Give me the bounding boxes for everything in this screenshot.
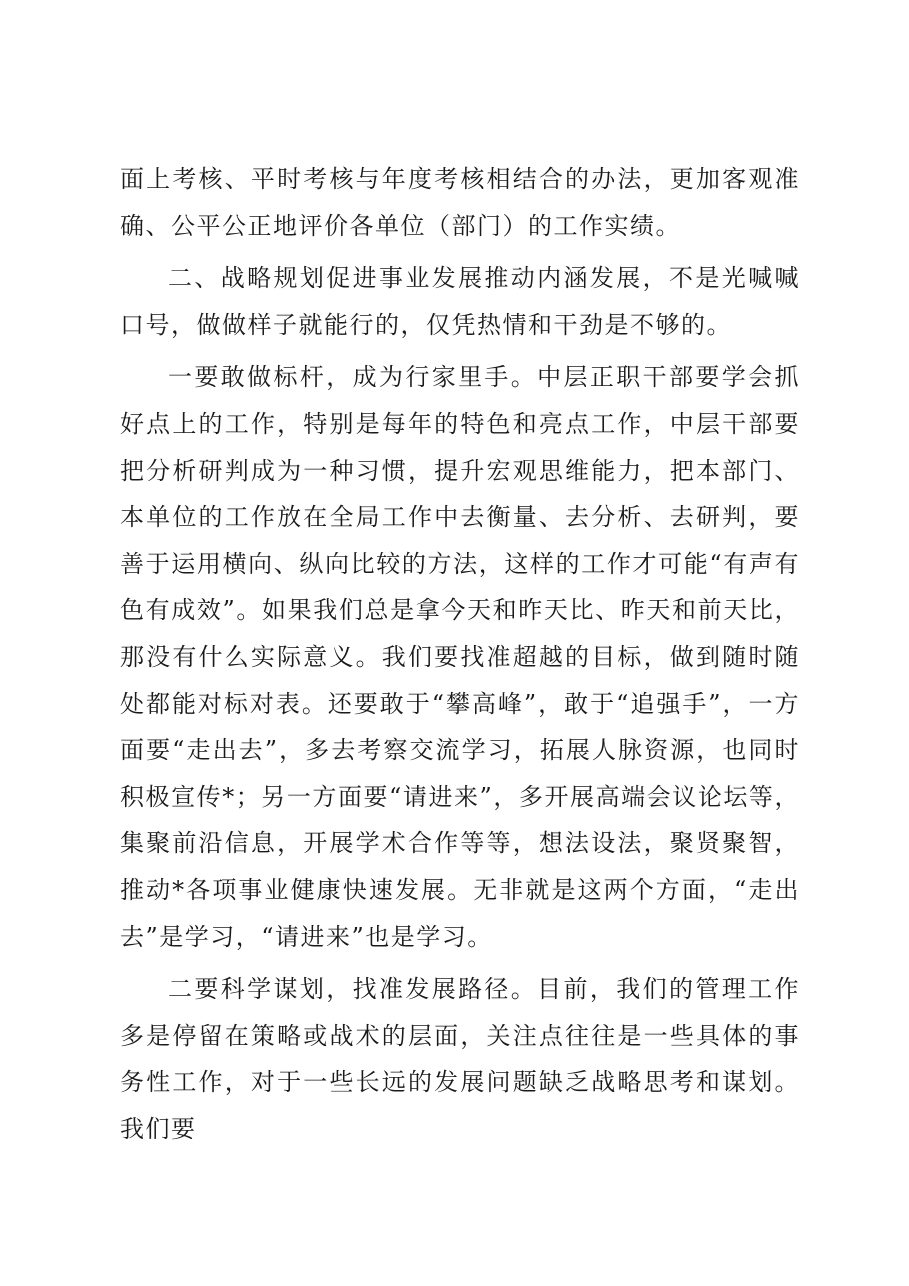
paragraph-section-two-heading: 二、战略规划促进事业发展推动内涵发展，不是光喊喊口号，做做样子就能行的，仅凭热情和干劲是不够的。 — [120, 264, 800, 339]
paragraph-continuation: 面上考核、平时考核与年度考核相结合的办法，更加客观准确、公平公正地评价各单位（部门）的工作实绩。 — [120, 165, 800, 240]
paragraph-benchmark: 一要敢做标杆，成为行家里手。中层正职干部要学会抓好点上的工作，特别是每年的特色和亮点工作，中层干部要把分析研判成为一种习惯，提升宏观思维能力，把本部门、本单位的工作放在全局工作中去衡量、去分析、去研判，要善于运用横向、纵向比较的方法，这样的工作才可能“有声有色有成效”。如果我们总是拿今天和昨天比、昨天和前天比，那没有什么实际意义。我们要找准超越的目标，做到随时随处都能对标对表。还要敢于“攀高峰”，敢于“追强手”，一方面要“走出去”，多去考察交流学习，拓展人脉资源，也同时积极宣传*；另一方面要“请进来”，多开展高端会议论坛等，集聚前沿信息，开展学术合作等等，想法设法，聚贤聚智，推动*各项事业健康快速发展。无非就是这两个方面，“走出去”是学习，“请进来”也是学习。 — [120, 363, 800, 951]
document-body — [120, 156, 800, 1152]
paragraph-planning: 二要科学谋划，找准发展路径。目前，我们的管理工作多是停留在策略或战术的层面，关注点往往是一些具体的事务性工作，对于一些长远的发展问题缺乏战略思考和谋划。我们要 — [120, 975, 800, 1143]
